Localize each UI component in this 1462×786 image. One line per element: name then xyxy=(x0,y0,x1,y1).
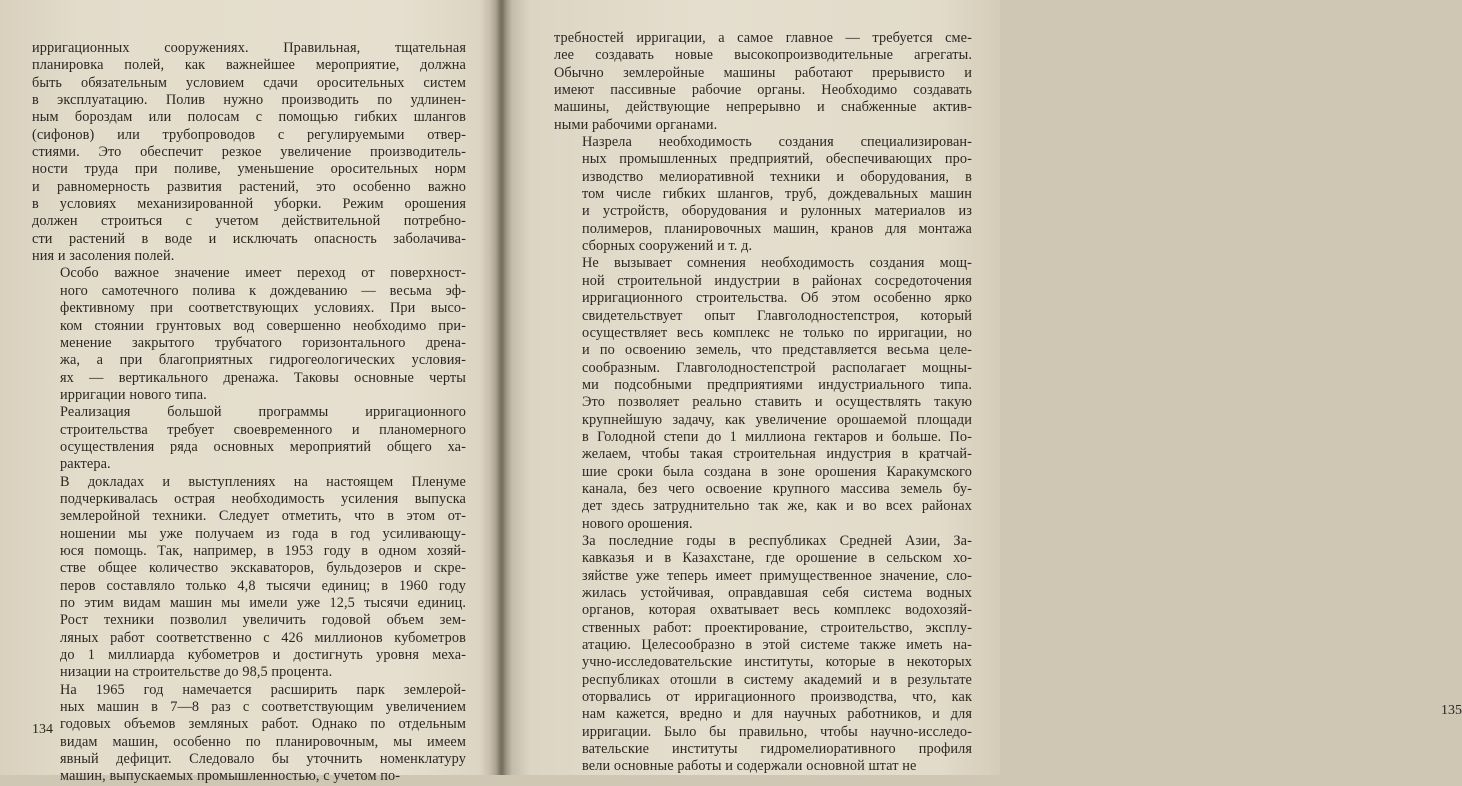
text-line: Рост техники позволил увеличить годовой объем зем- xyxy=(60,612,466,629)
text-line: осуществляет весь комплекс не только по ирригации, но xyxy=(582,324,972,341)
text-line: лее создавать новые высокопроизводительные агрегаты. xyxy=(554,47,972,64)
text-line: сборных сооружений и т. д. xyxy=(582,238,753,255)
text-line: канала, без чего освоение крупного массива земель бу- xyxy=(582,480,972,497)
text-line: кавказья и в Казахстане, где орошение в сельском хо- xyxy=(582,550,972,567)
text-line: ного самотечного полива к дождеванию — весьма эф- xyxy=(60,282,466,299)
paragraph xyxy=(32,404,466,473)
text-line: жилась устойчивая, оправдавшая себя система водных xyxy=(582,585,972,601)
text-line: машин, выпускаемых промышленностью, с учетом по- xyxy=(60,768,401,785)
text-line: (сифонов) или трубопроводов с регулируемыми отвер- xyxy=(32,126,466,143)
text-line: машины, действующие непрерывно и снабженные актив- xyxy=(554,99,972,116)
paragraph xyxy=(32,265,466,404)
text-line: строительства требует своевременного и планомерного xyxy=(60,421,466,438)
text-line: стве общее количество экскаваторов, бульдозеров и скре- xyxy=(60,560,466,577)
text-line: За последние годы в республиках Средней Азии, За- xyxy=(582,532,972,549)
paragraph xyxy=(554,134,972,255)
left-page xyxy=(0,0,496,785)
text-line: должен строиться с учетом действительной потребно- xyxy=(32,213,466,230)
text-line: оторвались от ирригационного производства, что, как xyxy=(582,689,972,706)
text-line: ных машин в 7—8 раз с соответствующим увеличением xyxy=(60,699,466,716)
text-line: планировка полей, как важнейшее мероприятие, должна xyxy=(32,57,466,74)
text-line: менение закрытого трубчатого горизонтального дрена- xyxy=(60,334,466,351)
text-line: перов составляло только 4,8 тысячи единиц; в 1960 году xyxy=(60,577,466,594)
text-line: ными рабочими органами. xyxy=(554,116,718,133)
paragraph xyxy=(32,682,466,786)
right-page-text xyxy=(554,30,972,776)
text-line: том числе гибких шлангов, труб, дождевальных машин xyxy=(582,186,972,203)
text-line: республиках отошли в систему академий и в результате xyxy=(582,671,972,688)
text-line: В докладах и выступлениях на настоящем Пленуме xyxy=(60,473,466,490)
text-line: ственных работ: проектирование, строительство, эксплу- xyxy=(582,619,972,636)
text-line: ных промышленных предприятий, обеспечивающих про- xyxy=(582,151,972,168)
text-line: вательские институты гидромелиоративного профиля xyxy=(582,741,972,758)
text-line: ирригации нового типа. xyxy=(60,386,207,403)
paragraph xyxy=(554,30,972,134)
text-line: быть обязательным условием сдачи оросительных систем xyxy=(32,74,466,91)
text-line: Реализация большой программы ирригационного xyxy=(60,404,466,421)
text-line: нам кажется, вредно и для научных работников, и для xyxy=(582,706,972,723)
text-line: изводство мелиоративной техники и оборудования, в xyxy=(582,168,972,185)
text-line: и по освоению земель, что представляется весьма целе- xyxy=(582,342,972,359)
left-page-text xyxy=(32,40,466,786)
text-line: ирригации. Было бы правильно, чтобы научно-исследо- xyxy=(582,723,972,740)
text-line: ношении мы уже получаем из года в год усиливающу- xyxy=(60,525,466,542)
text-line: На 1965 год намечается расширить парк землерой- xyxy=(60,681,466,698)
text-line: и равномерность развития растений, это особенно важно xyxy=(32,178,466,195)
text-line: нового орошения. xyxy=(582,515,693,532)
text-line: шие сроки была создана в зоне орошения Каракумского xyxy=(582,463,972,480)
text-line: жа, а при благоприятных гидрогеологических условия- xyxy=(60,352,466,369)
text-line: Назрела необходимость создания специализирован- xyxy=(582,134,972,151)
text-line: желаем, чтобы такая строительная индустрия в кратчай- xyxy=(582,446,972,463)
text-line: Не вызывает сомнения необходимость создания мощ- xyxy=(582,255,972,272)
text-line: полимеров, планировочных машин, кранов для монтажа xyxy=(582,220,972,237)
text-line: по этим видам машин мы имели уже 12,5 тысячи единиц. xyxy=(60,595,466,611)
text-line: до 1 миллиарда кубометров и достигнуть уровня меха- xyxy=(60,647,466,664)
paragraph xyxy=(554,255,972,533)
page-number-left: 134 xyxy=(32,722,53,737)
text-line: явный дефицит. Следовало бы уточнить номенклатуру xyxy=(60,751,466,768)
text-line: вели основные работы и содержали основной штат не xyxy=(582,758,917,775)
text-line: Обычно землеройные машины работают прерывисто и xyxy=(554,64,972,81)
text-line: рактера. xyxy=(60,456,111,473)
text-line: Это позволяет реально ставить и осуществлять такую xyxy=(582,394,972,411)
text-line: ным бороздам или полосам с помощью гибких шлангов xyxy=(32,109,466,126)
text-line: атацию. Целесообразно в этой системе также иметь на- xyxy=(582,637,972,654)
text-line: низации на строительстве до 98,5 процента. xyxy=(60,664,333,681)
text-line: ком стоянии грунтовых вод совершенно необходимо при- xyxy=(60,317,466,334)
text-line: сти растений в воде и исключать опасность заболачива- xyxy=(32,230,466,247)
text-line: землеройной техники. Следует отметить, что в этом от- xyxy=(60,508,466,525)
text-line: в условиях механизированной уборки. Режим орошения xyxy=(32,196,466,213)
text-line: крупнейшую задачу, как увеличение орошаемой площади xyxy=(582,411,972,428)
text-line: ирригационных сооружениях. Правильная, тщательная xyxy=(32,40,466,56)
text-line: в Голодной степи до 1 миллиона гектаров и больше. По- xyxy=(582,428,972,445)
text-line: подчеркивалась острая необходимость усиления выпуска xyxy=(60,490,466,507)
text-line: ми подсобными предприятиями индустриального типа. xyxy=(582,376,972,393)
text-line: ирригационного строительства. Об этом особенно ярко xyxy=(582,290,972,307)
right-page xyxy=(504,0,1462,775)
text-line: свидетельствует опыт Главголодностепстроя, который xyxy=(582,307,972,324)
text-line: юся помощь. Так, например, в 1953 году в одном хозяй- xyxy=(60,542,466,559)
text-line: и устройств, оборудования и рулонных материалов из xyxy=(582,203,972,220)
paragraph xyxy=(32,474,466,682)
text-line: зяйстве уже теперь имеет примущественное значение, сло- xyxy=(582,567,972,584)
page-number-right: 135 xyxy=(1441,703,1462,718)
text-line: ной строительной индустрии в районах сосредоточения xyxy=(582,272,972,289)
text-line: стиями. Это обеспечит резкое увеличение производитель- xyxy=(32,144,466,161)
text-line: ности труда при поливе, уменьшение оросительных норм xyxy=(32,161,466,178)
text-line: в эксплуатацию. Полив нужно производить по удлинен- xyxy=(32,92,466,109)
text-line: имеют пассивные рабочие органы. Необходимо создавать xyxy=(554,82,972,99)
paragraph xyxy=(554,533,972,776)
text-line: органов, которая охватывает весь комплекс водохозяй- xyxy=(582,602,972,619)
text-line: осуществления ряда основных мероприятий общего ха- xyxy=(60,438,466,455)
text-line: сообразным. Главголодностепстрой располагает мощны- xyxy=(582,359,972,376)
text-line: фективному при соответствующих условиях. При высо- xyxy=(60,300,466,317)
paragraph xyxy=(32,40,466,265)
text-line: ях — вертикального дренажа. Таковы основные черты xyxy=(60,369,466,386)
text-line: ния и засоления полей. xyxy=(32,248,175,265)
text-line: требностей ирригации, а самое главное — требуется сме- xyxy=(554,30,972,46)
text-line: видам машин, особенно по планировочным, мы имеем xyxy=(60,733,466,750)
text-line: дет здесь затруднительно так же, как и во всех районах xyxy=(582,498,972,515)
text-line: учно-исследовательские институты, которые в некоторых xyxy=(582,654,972,671)
text-line: ляных работ соответственно с 426 миллионов кубометров xyxy=(60,629,466,646)
text-line: Особо важное значение имеет переход от поверхност- xyxy=(60,265,466,282)
text-line: годовых объемов земляных работ. Однако по отдельным xyxy=(60,716,466,733)
